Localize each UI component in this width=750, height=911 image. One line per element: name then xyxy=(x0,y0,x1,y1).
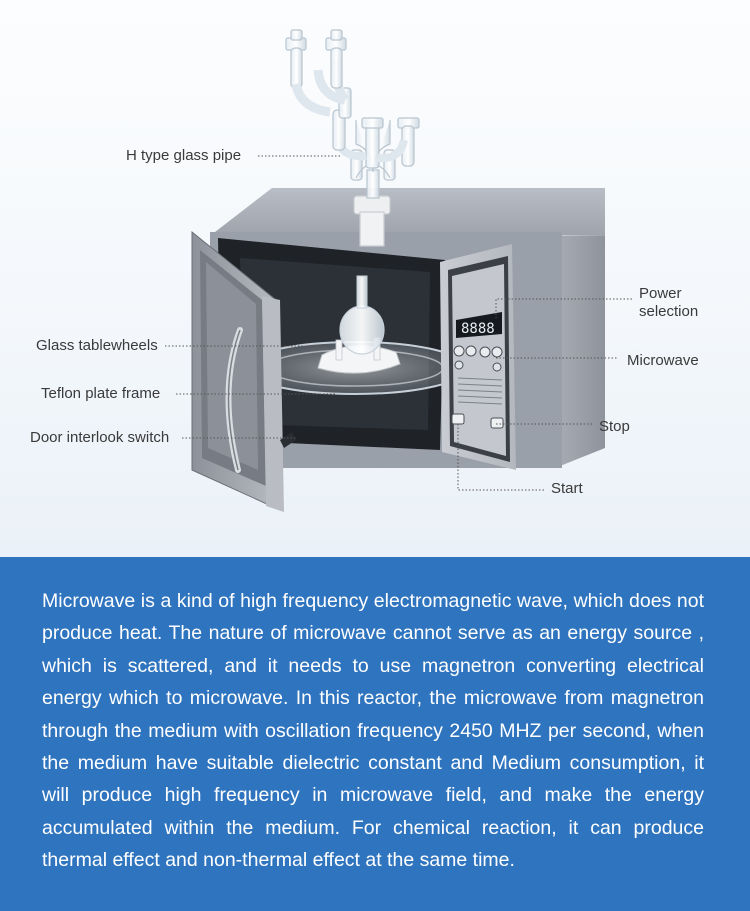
callout-h-type-glass-pipe: H type glass pipe xyxy=(126,147,242,164)
description-banner xyxy=(0,557,750,911)
callout-door-interlook-switch: Door interlook switch xyxy=(30,429,170,446)
lcd-digits: 8888 xyxy=(461,321,495,337)
callout-start: Start xyxy=(551,480,583,497)
callout-microwave: Microwave xyxy=(627,352,699,369)
callout-glass-tablewheels: Glass tablewheels xyxy=(36,337,158,354)
callout-teflon-plate-frame: Teflon plate frame xyxy=(41,385,161,402)
callout-power-line2: selection xyxy=(639,303,699,320)
callout-stop: Stop xyxy=(599,418,630,435)
description-text: Microwave is a kind of high frequency electromagnetic wave, which does not produce heat. The nature of microwave cannot serve as an energy source , which is scattered, and it needs to use magnetron converting electrical energy which to microwave. In this reactor, the microwave from magnetron through the medium with oscillation frequency 2450 MHZ per second, when the medium have suitable dielectric constant and Medium consumption, it will produce high frequency in microwave field, and make the energy accumulated within the medium. For chemical reaction, it can produce thermal effect and non-thermal effect at the same time. xyxy=(42,590,704,872)
callout-power-selection xyxy=(639,285,698,321)
callout-power-line1: Power xyxy=(639,285,682,302)
microwave-top xyxy=(215,188,605,236)
